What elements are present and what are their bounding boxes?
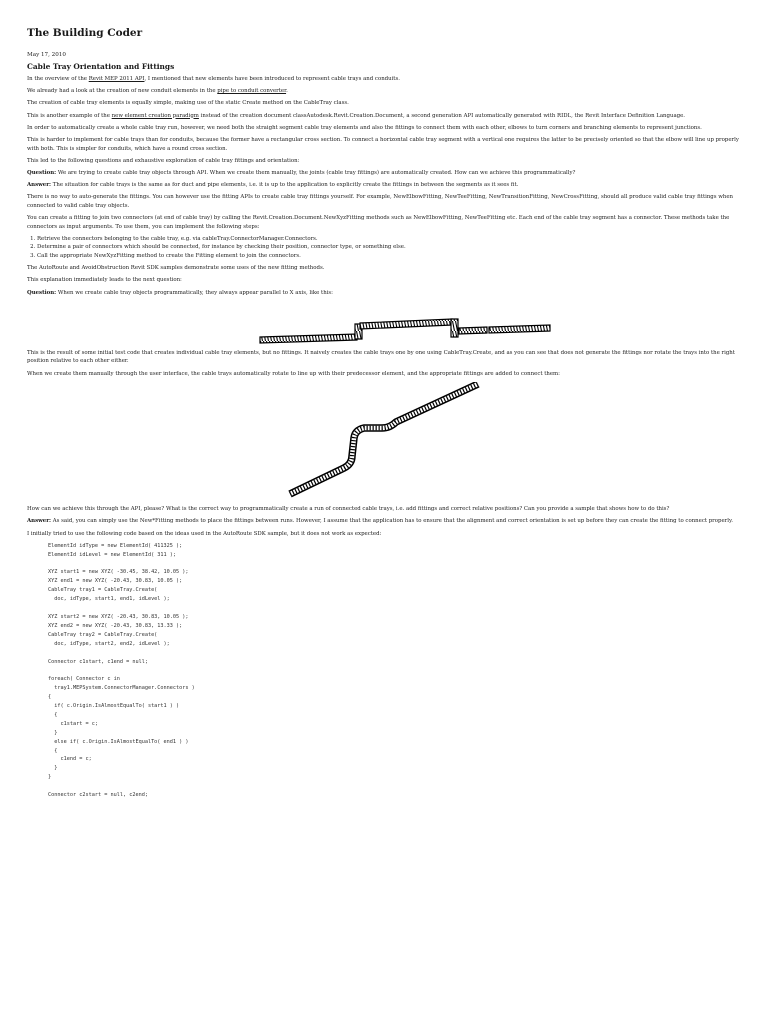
paragraph: There is no way to auto-generate the fittings. You can however use the fitting APIs to create cable tray fittings yourself. For example, NewElbowFitting, NewTeeFitting, NewTransitionFitting, NewCrossFitting, should all produce valid cable tray fittings when connected to valid cable tray objects.	[27, 194, 733, 209]
pipe-to-conduit-link[interactable]: pipe to conduit converter	[217, 88, 287, 95]
post-body	[27, 75, 739, 800]
paragraph: This explanation immediately leads to the next question:	[27, 277, 182, 284]
paragraph: I initially tried to use the following code based on the ideas used in the AutoRoute SDK sample, but it does not work as expected:	[27, 530, 382, 537]
paragraph: In order to automatically create a whole cable tray run, however, we need both the straight segment cable tray elements and also the fittings to connect them with each other, elbows to turn corners and branching elements to represent junctions.	[27, 124, 702, 131]
tray-segment	[459, 327, 487, 334]
answer: Answer: The situation for cable trays is the same as for duct and pipe elements, i.e. it is up to the application to explicitly create the fittings in between the segments as it sees fit.	[27, 182, 519, 189]
steps-list	[27, 235, 739, 261]
tray-segment	[360, 319, 452, 329]
paragraph: The creation of cable tray elements is equally simple, making use of the static Create method on the CableTray class.	[27, 100, 349, 107]
unconnected-cable-trays-image	[227, 301, 577, 346]
tray-segment	[260, 334, 357, 343]
connected-cable-trays-image	[282, 382, 492, 502]
paragraph: When we create them manually through the user interface, the cable trays automatically rotate to line up with their predecessor element, and the appropriate fittings are added to connect them:	[27, 370, 560, 377]
paragraph: This is harder to implement for cable trays than for conduits, because the former have a rectangular cross section. To connect a horizontal cable tray segment with a vertical one requires the latter to be precisely oriented so that the elbow will line up properly with both. This is simpler for conduits, which have a round cross section.	[27, 136, 739, 152]
post-title[interactable]: Cable Tray Orientation and Fittings	[27, 62, 175, 71]
paragraph: In the overview of the Revit MEP 2011 API, I mentioned that new elements have been introduced to represent cable trays and conduits.	[27, 76, 400, 82]
revit-mep-api-link[interactable]: Revit MEP 2011 API	[88, 76, 145, 82]
tray-segment	[451, 319, 458, 337]
list-item: 2. Determine a pair of connectors which should be connected, for instance by checking their position, connector type, or something else.	[37, 243, 739, 252]
question: Question: We are trying to create cable tray objects through API. When we create them manually, the joints (cable tray fittings) are automatically created. How can we achieve this programmatically?	[27, 169, 576, 176]
list-item: 1. Retrieve the connectors belonging to the cable tray, e.g. via cableTray.ConnectorManager.Connectors.	[37, 235, 739, 244]
element-creation-paradigm-link[interactable]: new element creation paradigm	[111, 112, 199, 119]
blog-title[interactable]: The Building Coder	[27, 27, 143, 39]
post-date: May 17, 2010	[27, 52, 66, 58]
paragraph: How can we achieve this through the API, please? What is the correct way to programmatically create a run of connected cable trays, i.e. add fittings and correct relative positions? Can you provide a sample that shows how to do this?	[27, 506, 670, 513]
answer: Answer: As said, you can simply use the New*Fitting methods to place the fittings between runs. However, I assume that the application has to ensure that the alignment and correct orientation is set up before they can create the fitting to connect properly.	[27, 518, 733, 525]
list-item: 3. Call the appropriate NewXyzFitting method to create the Fitting element to join the connectors.	[37, 252, 739, 261]
paragraph: This led to the following questions and exhaustive exploration of cable tray fittings and orientation:	[27, 157, 300, 164]
cable-tray-run	[290, 384, 478, 494]
paragraph: The AutoRoute and AvoidObstruction Revit SDK samples demonstrate some uses of the new fitting methods.	[27, 265, 325, 272]
paragraph: We already had a look at the creation of new conduit elements in the pipe to conduit converter.	[27, 88, 288, 95]
tray-segment	[489, 325, 550, 333]
paragraph: This is another example of the new element creation paradigm instead of the creation document classAutodesk.Revit.Creation.Document, a second generation API automatically generated with RIDL, the Revit Interface Definition Language.	[27, 112, 686, 119]
paragraph: You can create a fitting to join two connectors (at end of cable tray) by calling the Revit.Creation.Document.NewXyzFitting methods such as NewElbowFitting, NewTeeFitting etc. Each end of the cable tray segment has a connector. These methods take the connectors as input arguments. To use them, you can implement the following steps:	[27, 215, 730, 230]
question: Question: When we create cable tray objects programmatically, they always appear parallel to X axis, like this:	[27, 289, 333, 296]
paragraph: This is the result of some initial test code that creates individual cable tray elements, but no fittings. It naively creates the cable trays one by one using CableTray.Create, and as you can see that does not generate the fittings nor rotate the trays into the right position relative to each other either.	[27, 349, 735, 365]
code-block: ElementId idType = new ElementId( 411325 ); ElementId idLevel = new ElementId( 311 ); XYZ start1 = new XYZ( -30.45, 38.42, 10.05 ); XYZ end1 = new XYZ( -20.43, 30.83, 10.05 ); CableTray tray1 = CableTray.Create( doc, idType, start1, end1, idLevel ); XYZ start2 = new XYZ( -20.43, 30.83, 10.05 ); XYZ end2 = new XYZ( -20.43, 30.83, 13.33 ); CableTray tray2 = CableTray.Create( doc, idType, start2, end2, idLevel ); Connector c1start, c1end = null; foreach( Connector c in tray1.MEPSystem.ConnectorManager.Connectors ) { if( c.Origin.IsAlmostEqualTo( start1 ) ) { c1start = c; } else if( c.Origin.IsAlmostEqualTo( end1 ) ) { c1end = c; } } Connector c2start = null, c2end;	[48, 542, 195, 799]
